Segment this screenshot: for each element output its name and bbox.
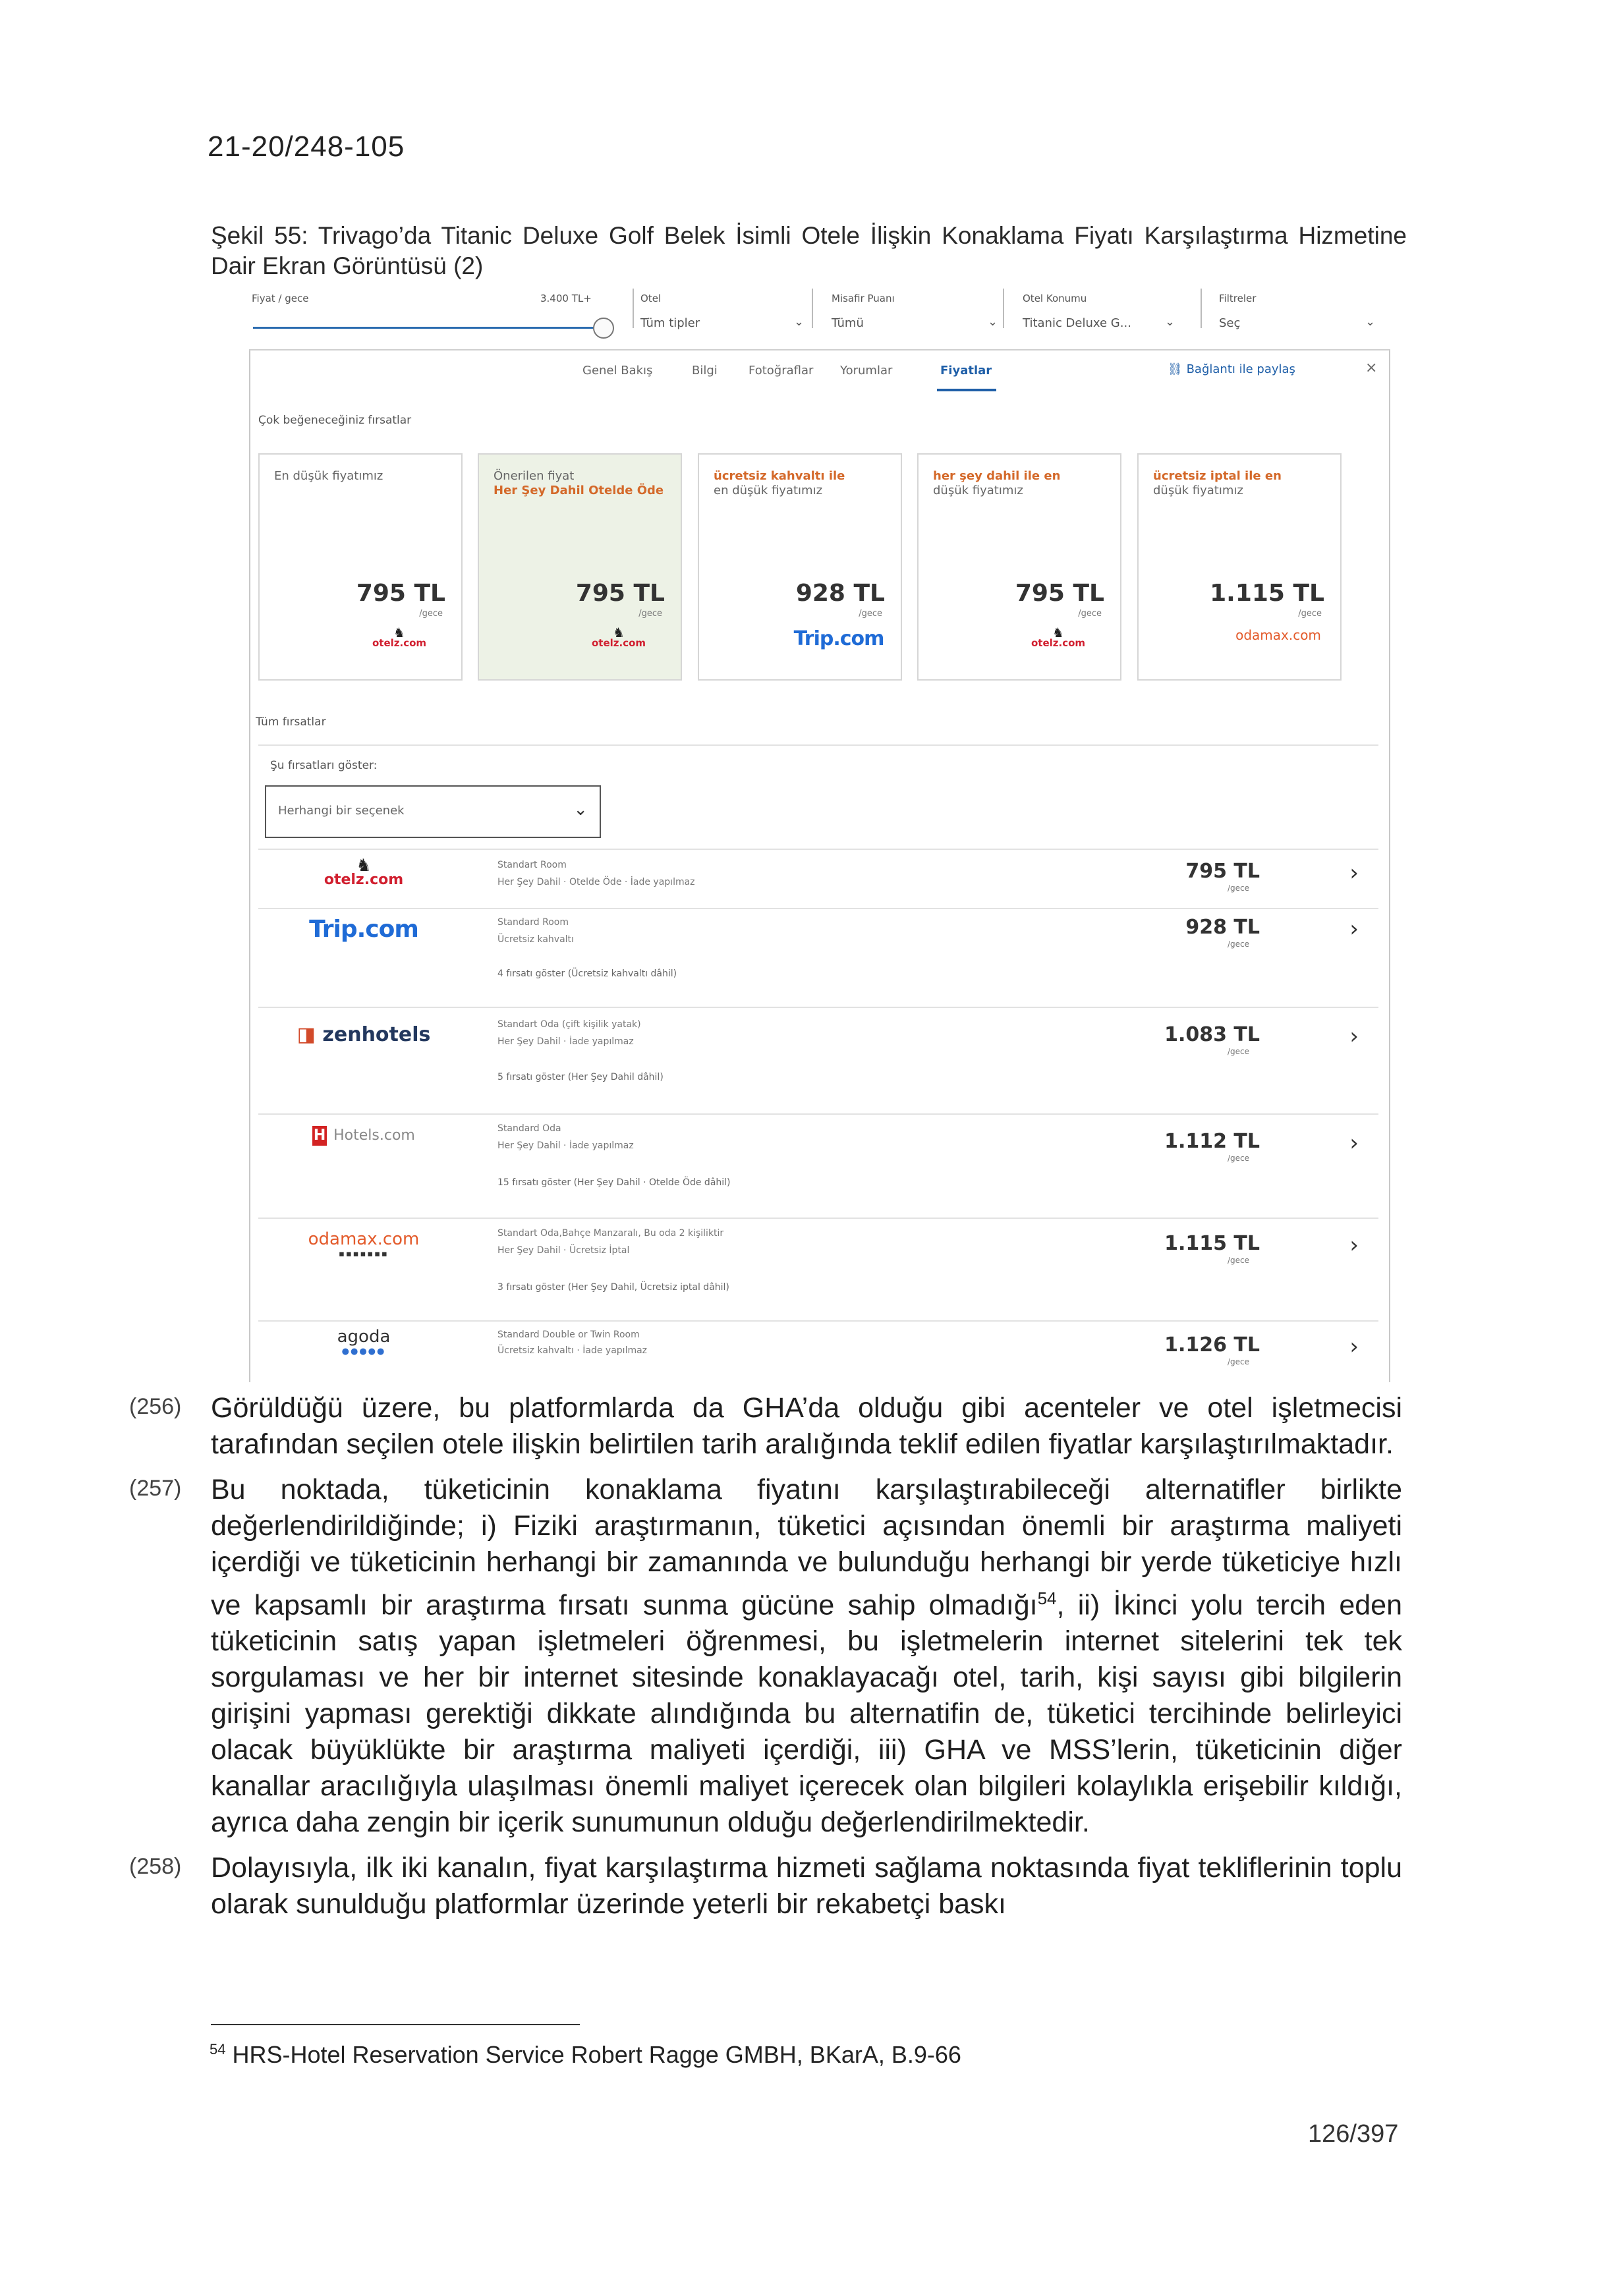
body-paragraphs <box>129 1390 1402 1922</box>
tab-reviews[interactable]: Yorumlar <box>840 364 893 378</box>
paragraph-257 <box>129 1472 1402 1841</box>
chevron-down-icon: ⌄ <box>988 315 998 329</box>
close-icon[interactable]: × <box>1365 360 1378 376</box>
chevron-right-icon[interactable]: › <box>1349 1232 1359 1258</box>
chevron-right-icon[interactable]: › <box>1349 916 1359 942</box>
card-label <box>1153 469 1331 498</box>
card-label-text: düşük fiyatımız <box>933 484 1023 497</box>
offer-row[interactable] <box>258 853 1378 906</box>
link-icon: ⛓ <box>1168 362 1187 376</box>
divider <box>258 744 1378 746</box>
card-label-text: En düşük fiyatımız <box>274 469 383 483</box>
chevron-down-icon: ⌄ <box>1365 315 1376 329</box>
card-unit: /gece <box>419 609 443 619</box>
deal-card-lowest[interactable] <box>258 453 463 681</box>
offer-row[interactable] <box>258 1220 1378 1319</box>
card-label <box>714 469 891 498</box>
room-name: Standart Room <box>497 860 567 870</box>
tripcom-logo: Trip.com <box>309 916 418 943</box>
price-slider-track[interactable] <box>253 327 602 329</box>
price-filter-label: Fiyat / gece <box>252 293 309 304</box>
room-terms: Ücretsiz kahvaltı <box>497 934 574 945</box>
paragraph-text: Görüldüğü üzere, bu platformlarda da GHA’da olduğu gibi acenteler ve otel işletmecisi tarafından seçilen otele ilişkin belirtilen tarih aralığında teklif edilen fiyatlar karşılaştırılmaktadır. <box>211 1392 1402 1460</box>
card-unit: /gece <box>1078 609 1102 619</box>
tab-info[interactable]: Bilgi <box>692 364 718 378</box>
card-unit: /gece <box>638 609 662 619</box>
offer-row[interactable] <box>258 1117 1378 1216</box>
card-highlight: Her Şey Dahil Otelde Öde <box>494 484 664 497</box>
chevron-down-icon: ⌄ <box>794 315 805 329</box>
panel-top-border <box>249 349 1390 350</box>
paragraph-text-part: , ii) İkinci yolu tercih eden tüketicinin satış yapan işletmeleri öğrenmesi, bu işletmelerin internet sitelerini tek tek sorgulaması ve her bir internet sitesinde konaklayacağı otel, tarih, kişi sayısı gibi bilgilerin girişini yapması gerektiği dikkate alındığında bu alternatifin de, tüketici tercihinde belirleyici olacak büyüklükte bir araştırma maliyeti içerdiği, iii) GHA ve MSS’lerin, tüketicinin diğer kanallar aracılığıyla ulaşılması önemli maliyet içerecek olan bilgileri kolaylıkla erişebilir kıldığı, ayrıca daha zengin bir içerik sunumunun olduğu değerlendirilmektedir. <box>211 1589 1403 1839</box>
offer-price: 1.083 TL <box>1164 1023 1260 1046</box>
more-deals-link[interactable]: 15 fırsatı göster (Her Şey Dahil · Otelde Öde dâhil) <box>497 1177 731 1188</box>
zenhotels-logo <box>285 1023 443 1046</box>
otelz-logo <box>285 858 443 887</box>
all-deals-title: Tüm fırsatlar <box>256 715 326 729</box>
elk-icon: ♞ <box>1052 625 1064 640</box>
footnote-number: 54 <box>210 2041 226 2058</box>
card-label <box>933 469 1111 498</box>
offer-unit: /gece <box>1227 939 1249 949</box>
card-label <box>494 469 671 498</box>
guest-filter-select[interactable]: Tümü <box>832 316 864 330</box>
otelz-logo <box>1012 627 1104 648</box>
offer-unit: /gece <box>1227 1047 1249 1056</box>
filter-divider <box>1201 289 1202 328</box>
chevron-down-icon: ⌄ <box>1165 315 1175 329</box>
tab-photos[interactable]: Fotoğraflar <box>749 364 814 378</box>
odamax-logo <box>285 1229 443 1259</box>
card-price: 795 TL <box>356 580 445 607</box>
paragraph-text: Dolayısıyla, ilk iki kanalın, fiyat karşılaştırma hizmeti sağlama noktasında fiyat tekliflerinin toplu olarak sunulduğu platformlar üzerinde yeterli bir rekabetçi baskı <box>211 1852 1402 1920</box>
filters-label: Filtreler <box>1219 293 1257 304</box>
footnote <box>210 2041 961 2069</box>
footnote-ref[interactable]: 54 <box>1037 1588 1057 1608</box>
filter-divider <box>1003 289 1004 328</box>
page-number: 126/397 <box>1308 2120 1399 2148</box>
offer-row[interactable] <box>258 910 1378 1003</box>
card-label-text: en düşük fiyatımız <box>714 484 823 497</box>
card-logo-text: otelz.com <box>1031 637 1086 649</box>
card-label-text: Önerilen fiyat <box>494 469 575 483</box>
card-unit: /gece <box>1298 609 1322 619</box>
offer-unit: /gece <box>1227 1256 1249 1265</box>
hotelscom-logo <box>285 1126 443 1146</box>
more-deals-link[interactable]: 4 fırsatı göster (Ücretsiz kahvaltı dâhil) <box>497 968 677 979</box>
agoda-dots-icon: ●●●●● <box>341 1347 386 1357</box>
offer-price: 1.126 TL <box>1164 1333 1260 1357</box>
share-label: Bağlantı ile paylaş <box>1186 362 1295 376</box>
hotel-filter-select[interactable]: Tüm tipler <box>640 316 700 330</box>
card-label <box>274 469 452 484</box>
document-id: 21-20/248-105 <box>208 130 405 163</box>
offer-logo-text: agoda <box>337 1327 391 1347</box>
favorites-title: Çok beğeneceğiniz fırsatlar <box>258 414 412 427</box>
room-name: Standard Oda <box>497 1123 561 1134</box>
offer-price: 1.115 TL <box>1164 1232 1260 1255</box>
paragraph-text <box>211 1472 1402 1841</box>
figure-caption: Şekil 55: Trivago’da Titanic Deluxe Golf Belek İsimli Otele İlişkin Konaklama Fiyatı Karşılaştırma Hizmetine Dair Ekran Görüntüsü (2) <box>211 222 1407 279</box>
chevron-right-icon[interactable]: › <box>1349 860 1359 886</box>
offer-unit: /gece <box>1227 883 1249 893</box>
chevron-right-icon[interactable]: › <box>1349 1130 1359 1156</box>
price-filter-value: 3.400 TL+ <box>540 293 592 304</box>
footnote-rule <box>211 2024 580 2025</box>
offer-logo-text: otelz.com <box>324 872 404 888</box>
card-price: 928 TL <box>795 580 885 607</box>
chevron-down-icon: ⌄ <box>573 800 588 820</box>
deal-card-breakfast[interactable] <box>698 453 902 681</box>
active-tab-indicator <box>937 389 996 391</box>
more-deals-link[interactable]: 5 fırsatı göster (Her Şey Dahil dâhil) <box>497 1072 664 1082</box>
elk-icon: ♞ <box>356 856 372 876</box>
price-slider-handle[interactable] <box>593 318 614 339</box>
deal-card-all-inclusive[interactable] <box>917 453 1121 681</box>
filters-select[interactable]: Seç <box>1219 316 1241 330</box>
elk-icon: ♞ <box>613 625 625 640</box>
offer-unit: /gece <box>1227 1154 1249 1163</box>
guest-filter-label: Misafir Puanı <box>832 293 895 304</box>
more-deals-link[interactable]: 3 fırsatı göster (Her Şey Dahil, Ücretsiz iptal dâhil) <box>497 1282 729 1293</box>
offer-logo-text: zenhotels <box>322 1023 431 1046</box>
card-logo-text: otelz.com <box>372 637 427 649</box>
trivago-screenshot <box>245 277 1398 1382</box>
paragraph-number: (256) <box>129 1394 182 1419</box>
room-terms: Her Şey Dahil · Ücretsiz İptal <box>497 1245 630 1256</box>
deal-card-free-cancel[interactable] <box>1137 453 1342 681</box>
paragraph-258 <box>129 1850 1402 1922</box>
tab-overview[interactable]: Genel Bakış <box>582 364 653 378</box>
odamax-dots-icon: ▪▪▪▪▪▪▪ <box>339 1249 389 1259</box>
offer-unit: /gece <box>1227 1357 1249 1366</box>
room-terms: Her Şey Dahil · Otelde Öde · İade yapılmaz <box>497 877 695 887</box>
footnote-text: HRS-Hotel Reservation Service Robert Ragge GMBH, BKarA, B.9-66 <box>225 2041 961 2068</box>
share-link[interactable] <box>1168 362 1295 376</box>
offer-logo-text: odamax.com <box>308 1229 420 1249</box>
row-divider <box>258 908 1378 909</box>
zenhotels-icon: ◨ <box>297 1023 323 1046</box>
card-highlight: ücretsiz iptal ile en <box>1153 469 1282 483</box>
card-highlight: ücretsiz kahvaltı ile <box>714 469 845 483</box>
room-terms: Her Şey Dahil · İade yapılmaz <box>497 1140 634 1151</box>
room-name: Standard Room <box>497 917 569 928</box>
card-logo-text: otelz.com <box>591 637 646 649</box>
offer-price: 795 TL <box>1185 860 1260 883</box>
offer-price: 1.112 TL <box>1164 1130 1260 1153</box>
row-divider <box>258 1218 1378 1219</box>
elk-icon: ♞ <box>393 625 405 640</box>
filter-divider <box>812 289 813 328</box>
otelz-logo <box>573 627 665 648</box>
filter-divider <box>633 289 634 328</box>
room-terms: Her Şey Dahil · İade yapılmaz <box>497 1036 634 1047</box>
card-price: 1.115 TL <box>1210 580 1324 607</box>
room-name: Standart Oda (çift kişilik yatak) <box>497 1019 641 1030</box>
row-divider <box>258 1007 1378 1008</box>
odamax-logo: odamax.com <box>1235 627 1321 643</box>
paragraph-number: (258) <box>129 1854 182 1880</box>
dropdown-value: Herhangi bir seçenek <box>278 804 405 818</box>
card-price: 795 TL <box>1015 580 1104 607</box>
deal-filter-dropdown[interactable] <box>265 785 601 838</box>
location-filter-label: Otel Konumu <box>1023 293 1087 304</box>
offer-row[interactable] <box>258 1011 1378 1110</box>
hotelscom-icon: H <box>312 1126 327 1146</box>
tripcom-logo: Trip.com <box>793 627 884 650</box>
row-divider <box>258 849 1378 850</box>
tab-prices[interactable]: Fiyatlar <box>940 364 992 378</box>
chevron-right-icon[interactable]: › <box>1349 1023 1359 1050</box>
row-divider <box>258 1113 1378 1115</box>
room-name: Standart Oda,Bahçe Manzaralı, Bu oda 2 kişiliktir <box>497 1228 724 1239</box>
hotel-filter-label: Otel <box>640 293 662 304</box>
deal-card-recommended[interactable] <box>478 453 682 681</box>
show-deals-label: Şu fırsatları göster: <box>270 759 378 772</box>
card-highlight: her şey dahil ile en <box>933 469 1061 483</box>
paragraph-number: (257) <box>129 1476 182 1501</box>
card-unit: /gece <box>859 609 882 619</box>
offer-price: 928 TL <box>1185 916 1260 939</box>
offer-logo-text: Hotels.com <box>333 1127 415 1144</box>
offer-row[interactable] <box>258 1323 1378 1382</box>
location-filter-select[interactable]: Titanic Deluxe G... <box>1023 316 1131 330</box>
room-terms: Ücretsiz kahvaltı · İade yapılmaz <box>497 1345 648 1356</box>
row-divider <box>258 1320 1378 1322</box>
paragraph-text-part: Bu noktada, tüketicinin konaklama fiyatını karşılaştırabileceği alternatifler birlikte değerlendirildiğinde; i) Fiziki araştırmanın, tüketici açısından önemli bir araştırma maliyeti içerdiği ve tüketicinin herhangi bir zamanında ve bulunduğu herhangi bir yerde tüketiciye hızlı ve kapsamlı bir araştırma fırsatı sunma gücüne sahip olmadığı <box>211 1474 1402 1621</box>
agoda-logo <box>285 1327 443 1357</box>
otelz-logo <box>353 627 445 648</box>
paragraph-256 <box>129 1390 1402 1463</box>
card-label-text: düşük fiyatımız <box>1153 484 1243 497</box>
filter-bar <box>245 283 1398 349</box>
card-price: 795 TL <box>575 580 665 607</box>
chevron-right-icon[interactable]: › <box>1349 1333 1359 1360</box>
room-name: Standard Double or Twin Room <box>497 1330 640 1340</box>
